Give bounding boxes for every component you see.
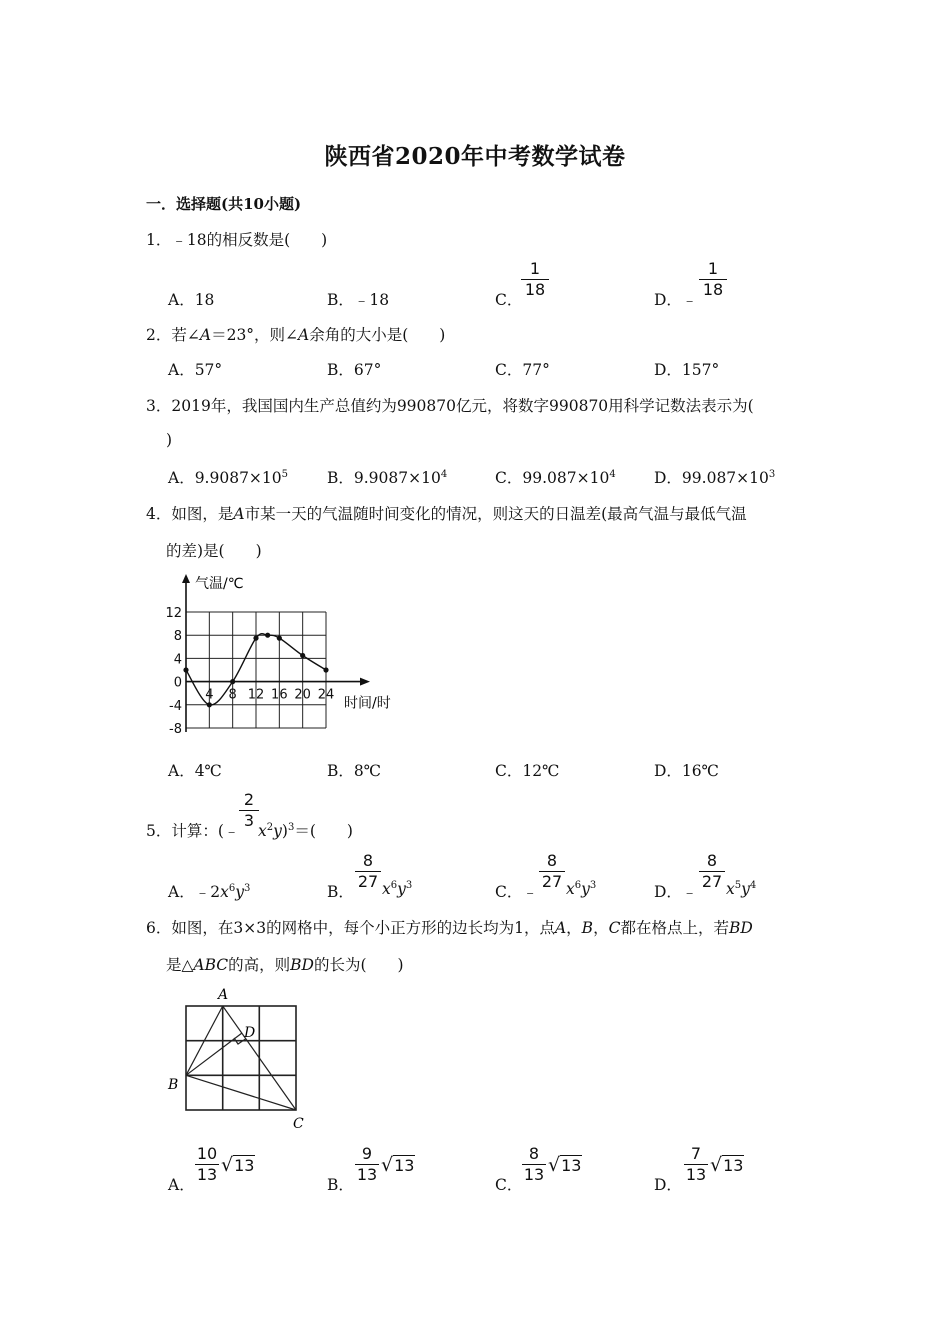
chart-data-point xyxy=(300,653,305,658)
q6-option-a-label: A． xyxy=(168,1176,195,1194)
chart-y-axis-label: 气温/℃ xyxy=(195,576,244,592)
section-heading: 一．选择题(共10小题) xyxy=(146,195,302,213)
question-2-stem: 2．若∠A＝23°，则∠A余角的大小是( ) xyxy=(146,326,446,344)
point-label-c: C xyxy=(293,1116,304,1132)
question-1-stem: 1．﹣18的相反数是( ) xyxy=(146,231,328,249)
point-label-d: D xyxy=(244,1025,256,1041)
q6-option-b-fraction: 9 13 xyxy=(356,1144,378,1184)
chart-data-point xyxy=(183,667,188,672)
q2-option-d: D．157° xyxy=(654,361,720,379)
q6-option-d-label: D． xyxy=(654,1176,682,1194)
chart-grid xyxy=(186,612,326,728)
q5-option-b-label: B． xyxy=(327,883,354,901)
q3-option-b: B．$9.9087\times 10^4$ xyxy=(327,469,448,487)
question-5-stem-prefix: 5．计算：(﹣ xyxy=(146,822,240,840)
question-4-stem-line1: 4．如图，是A市某一天的气温随时间变化的情况，则这天的日温差(最高气温与最低气温 xyxy=(146,505,747,523)
q5-option-b-vars: $x^6y^3$ xyxy=(382,880,413,898)
chart-y-axis-arrow xyxy=(182,574,190,583)
q4-option-d: D．16℃ xyxy=(654,762,719,780)
q4-option-b: B．8℃ xyxy=(327,762,382,780)
figure-grid xyxy=(186,1006,296,1110)
q5-option-a: A．$﹣2x^6y^3$ xyxy=(168,883,251,901)
figure-triangle xyxy=(186,1006,296,1110)
chart-x-tick-label: 4 xyxy=(205,687,214,703)
q1-option-a: A．18 xyxy=(168,291,215,309)
q6-option-a-radical: √13 xyxy=(221,1154,255,1176)
q4-option-c: C．12℃ xyxy=(495,762,560,780)
temperature-chart xyxy=(160,568,420,743)
question-5-stem-suffix: $x^2y)^3=$( ) xyxy=(258,822,353,840)
chart-axes xyxy=(182,574,370,732)
q5-option-c-label: C．﹣ xyxy=(495,883,538,901)
chart-x-tick-label: 16 xyxy=(271,687,288,703)
q5-option-b-fraction: 8 27 xyxy=(355,851,381,892)
q6-option-d-fraction: 7 13 xyxy=(685,1144,707,1184)
chart-x-axis-label: 时间/时 xyxy=(344,695,391,712)
figure-grid-border xyxy=(186,1006,296,1110)
q6-option-c-label: C． xyxy=(495,1176,523,1194)
q5-option-d-vars: $x^5y^4$ xyxy=(726,880,757,898)
q1-option-c-label: C． xyxy=(495,291,523,309)
chart-x-tick-label: 8 xyxy=(228,687,237,703)
chart-y-tick-label: 0 xyxy=(173,675,182,691)
chart-x-axis-arrow xyxy=(360,678,370,686)
chart-x-tick-label: 12 xyxy=(247,687,265,703)
question-4-stem-line2: 的差)是( ) xyxy=(166,542,262,560)
q4-option-a: A．4℃ xyxy=(168,762,222,780)
q6-option-c-radical: √13 xyxy=(548,1154,582,1176)
q5-option-c-fraction: 8 27 xyxy=(539,851,565,892)
question-6-stem-line1: 6．如图，在3×3的网格中，每个小正方形的边长均为1，点A，B，C都在格点上，若BD xyxy=(146,919,753,937)
q6-option-b-label: B． xyxy=(327,1176,354,1194)
chart-y-tick-label: -4 xyxy=(169,698,182,714)
chart-data-point xyxy=(207,702,212,707)
q1-option-d-label: D．﹣ xyxy=(654,291,698,309)
chart-data-point xyxy=(277,636,282,641)
q3-option-a: A．$9.9087\times 10^5$ xyxy=(168,469,289,487)
q6-option-d-radical: √13 xyxy=(710,1154,744,1176)
q6-option-c-fraction: 8 13 xyxy=(523,1144,545,1184)
chart-tick-labels xyxy=(165,606,334,737)
chart-y-tick-label: -8 xyxy=(169,722,182,737)
q2-option-c: C．77° xyxy=(495,361,550,379)
q6-option-b-radical: √13 xyxy=(381,1154,415,1176)
chart-data-point xyxy=(253,636,258,641)
chart-data-point xyxy=(323,667,328,672)
q3-option-c: C．$99.087\times 10^4$ xyxy=(495,469,616,487)
question-3-stem-line1: 3．2019年，我国国内生产总值约为990870亿元，将数字990870用科学记数法表示为( xyxy=(146,397,754,415)
point-label-b: B xyxy=(168,1077,179,1093)
q3-option-d: D．$99.087\times 10^3$ xyxy=(654,469,776,487)
q1-option-c-fraction: 1 18 xyxy=(521,259,549,300)
chart-y-tick-label: 4 xyxy=(173,652,182,668)
q5-stem-fraction: 2 3 xyxy=(239,790,259,831)
q1-option-b: B．﹣18 xyxy=(327,291,390,309)
chart-data-point xyxy=(230,679,235,684)
chart-x-tick-label: 20 xyxy=(294,687,311,703)
chart-y-tick-label: 8 xyxy=(173,629,182,645)
question-6-stem-line2: 是△ABC的高，则BD的长为( ) xyxy=(166,956,404,974)
page-title: 陕西省2020年中考数学试卷 xyxy=(324,143,626,170)
q5-option-c-vars: $x^6y^3$ xyxy=(566,880,597,898)
segment-bc xyxy=(186,1075,296,1110)
q2-option-b: B．67° xyxy=(327,361,382,379)
triangle-grid-figure xyxy=(160,980,320,1135)
point-label-a: A xyxy=(218,987,229,1003)
q1-option-d-fraction: 1 18 xyxy=(699,259,727,300)
chart-data-point xyxy=(265,633,270,638)
q5-option-d-fraction: 8 27 xyxy=(699,851,725,892)
q2-option-a: A．57° xyxy=(168,361,223,379)
chart-x-tick-label: 24 xyxy=(317,687,335,703)
q5-option-d-label: D．﹣ xyxy=(654,883,698,901)
segment-bd xyxy=(186,1033,242,1075)
question-3-stem-line2: ) xyxy=(166,431,173,449)
q6-option-a-fraction: 10 13 xyxy=(196,1144,218,1184)
chart-y-tick-label: 12 xyxy=(165,606,182,621)
